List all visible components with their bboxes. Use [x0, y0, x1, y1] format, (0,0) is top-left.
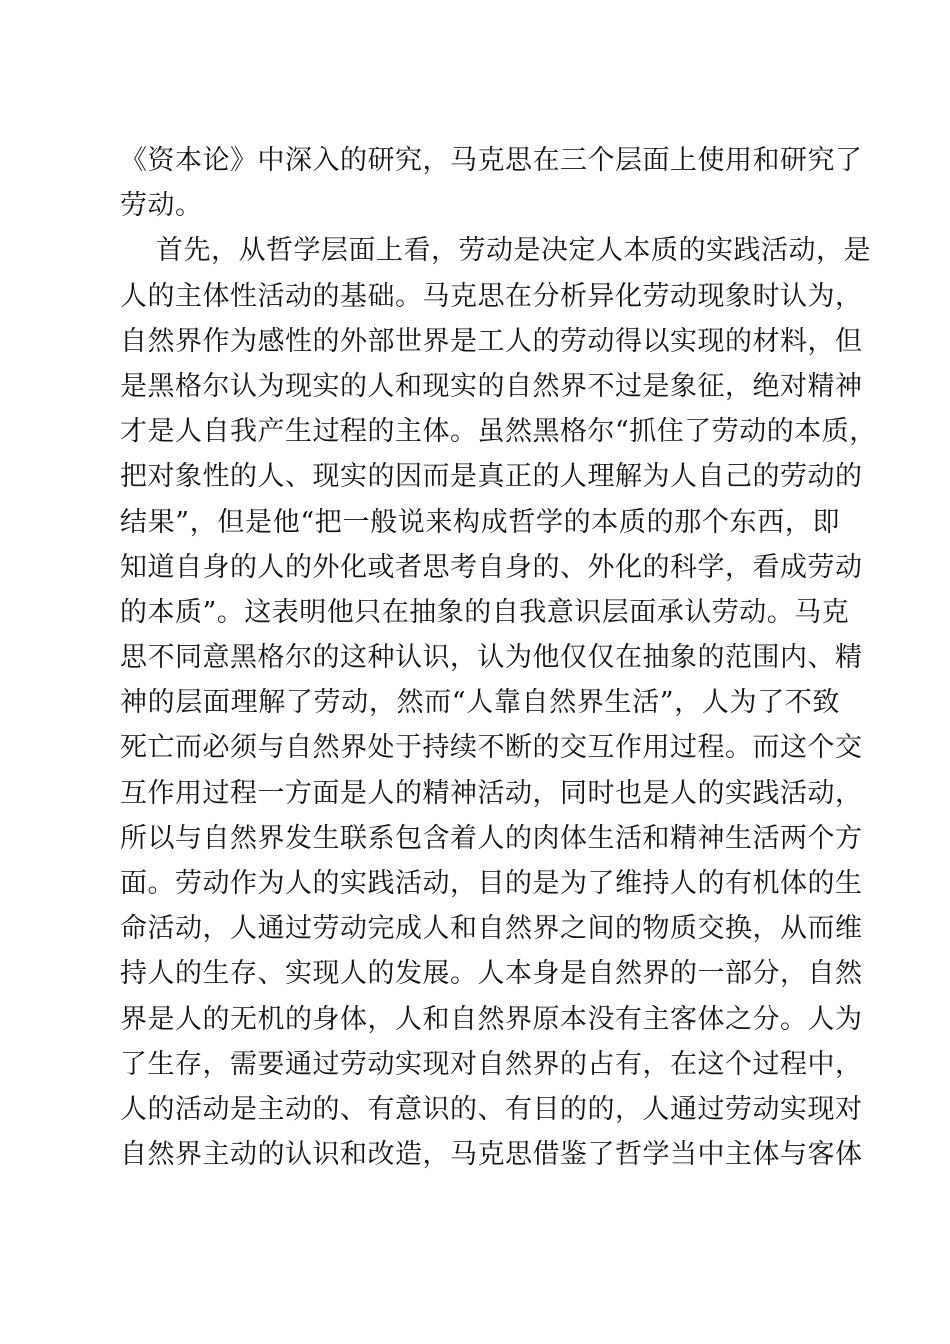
text-line: 《资本论》中深入的研究，马克思在三个层面上使用和研究了	[120, 145, 863, 176]
text-line: 自然界主动的认识和改造，马克思借鉴了哲学当中主体与客体	[120, 1139, 863, 1171]
text-line: 死亡而必须与自然界处于持续不断的交互作用过程。而这个交	[120, 732, 863, 764]
text-line: 劳动。	[120, 190, 203, 222]
text-line: 才是人自我产生过程的主体。虽然黑格尔“抓住了劳动的本质，	[120, 416, 877, 448]
text-line: 结果”，但是他“把一般说来构成哲学的本质的那个东西，即	[120, 506, 840, 538]
text-line: 所以与自然界发生联系包含着人的肉体生活和精神生活两个方	[120, 822, 863, 854]
text-line: 的本质”。这表明他只在抽象的自我意识层面承认劳动。马克	[120, 596, 850, 628]
text-line: 持人的生存、实现人的发展。人本身是自然界的一部分，自然	[120, 958, 863, 990]
text-line: 把对象性的人、现实的因而是真正的人理解为人自己的劳动的	[120, 461, 863, 493]
text-line: 思不同意黑格尔的这种认识，认为他仅仅在抽象的范围内、精	[120, 642, 863, 674]
text-line: 了生存，需要通过劳动实现对自然界的占有，在这个过程中，	[120, 1048, 863, 1080]
text-line: 人的活动是主动的、有意识的、有目的的，人通过劳动实现对	[120, 1093, 863, 1125]
text-line: 知道自身的人的外化或者思考自身的、外化的科学，看成劳动	[120, 551, 863, 583]
text-line: 神的层面理解了劳动，然而“人靠自然界生活”，人为了不致	[120, 687, 840, 719]
text-line: 人的主体性活动的基础。马克思在分析异化劳动现象时认为，	[120, 280, 863, 312]
text-line: 互作用过程一方面是人的精神活动，同时也是人的实践活动，	[120, 777, 863, 809]
text-line: 界是人的无机的身体，人和自然界原本没有主客体之分。人为	[120, 1003, 863, 1035]
body-text	[120, 138, 877, 1177]
text-line: 是黑格尔认为现实的人和现实的自然界不过是象征，绝对精神	[120, 370, 863, 402]
text-line: 自然界作为感性的外部世界是工人的劳动得以实现的材料，但	[120, 325, 863, 357]
text-line: 面。劳动作为人的实践活动，目的是为了维持人的有机体的生	[120, 868, 863, 899]
paragraph-first-line: 首先，从哲学层面上看，劳动是决定人本质的实践活动，是	[156, 235, 871, 267]
text-line: 命活动，人通过劳动完成人和自然界之间的物质交换，从而维	[120, 913, 863, 945]
